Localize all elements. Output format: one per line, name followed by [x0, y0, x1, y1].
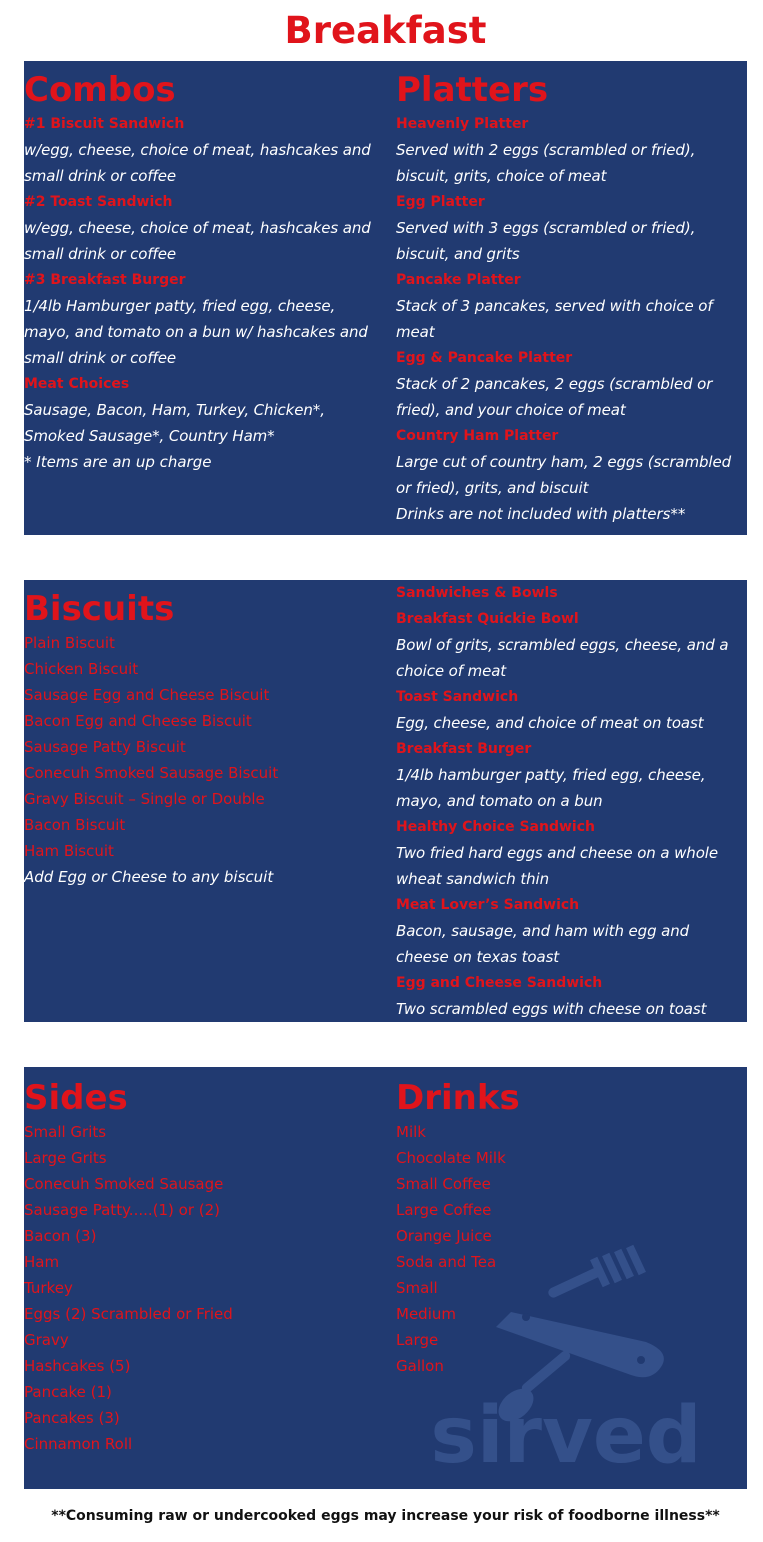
menu-item-title: Meat Choices [24, 376, 130, 392]
sandwiches-section [396, 580, 746, 1022]
menu-item-description: Served with 2 eggs (scrambled or fried), biscuit, grits, choice of meat [396, 141, 696, 185]
menu-item-description: Served with 3 eggs (scrambled or fried), biscuit, and grits [396, 219, 696, 263]
biscuit-addon-note: Add Egg or Cheese to any biscuit [24, 868, 274, 886]
menu-item-title: Healthy Choice Sandwich [396, 819, 595, 835]
platters-heading: Platters [396, 70, 549, 110]
drink-item: Chocolate Milk [396, 1149, 506, 1167]
menu-item-title: Breakfast Burger [396, 741, 532, 757]
menu-item-title: #2 Toast Sandwich [24, 194, 173, 210]
sides-drinks-panel [24, 1067, 747, 1489]
menu-item-title: Egg and Cheese Sandwich [396, 975, 603, 991]
platters-section [396, 61, 746, 527]
side-item: Pancake (1) [24, 1383, 112, 1401]
biscuits-section [24, 580, 384, 890]
drink-item: Large [396, 1331, 439, 1349]
menu-item-description: Bacon, sausage, and ham with egg and cheese on texas toast [396, 922, 690, 966]
drink-item: Gallon [396, 1357, 444, 1375]
combos-platters-panel [24, 61, 747, 535]
drinks-heading: Drinks [396, 1078, 520, 1118]
drink-item: Medium [396, 1305, 456, 1323]
menu-item-description: Two scrambled eggs with cheese on toast [396, 1000, 707, 1018]
combos-section [24, 61, 384, 475]
side-item: Sausage Patty.....(1) or (2) [24, 1201, 221, 1219]
biscuit-item: Plain Biscuit [24, 634, 115, 652]
menu-item-title: Breakfast Quickie Bowl [396, 611, 579, 627]
biscuit-item: Sausage Egg and Cheese Biscuit [24, 686, 270, 704]
menu-item-title: Pancake Platter [396, 272, 521, 288]
drink-item: Orange Juice [396, 1227, 492, 1245]
sandwiches-heading: Sandwiches & Bowls [396, 585, 558, 601]
side-item: Ham [24, 1253, 60, 1271]
biscuit-item: Gravy Biscuit – Single or Double [24, 790, 265, 808]
food-safety-disclaimer: **Consuming raw or undercooked eggs may increase your risk of foodborne illness** [51, 1508, 720, 1524]
menu-item-title: #3 Breakfast Burger [24, 272, 186, 288]
menu-item-title: Egg Platter [396, 194, 485, 210]
menu-item-description: w/egg, cheese, choice of meat, hashcakes and small drink or coffee [24, 219, 371, 263]
combos-heading: Combos [24, 70, 176, 110]
menu-item-description: w/egg, cheese, choice of meat, hashcakes and small drink or coffee [24, 141, 371, 185]
upcharge-note: * Items are an up charge [24, 453, 212, 471]
drink-item: Large Coffee [396, 1201, 492, 1219]
menu-item-description: Large cut of country ham, 2 eggs (scrambled or fried), grits, and biscuit [396, 453, 732, 497]
menu-item-description: Stack of 3 pancakes, served with choice of meat [396, 297, 713, 341]
drink-item: Small Coffee [396, 1175, 491, 1193]
menu-item-description: Stack of 2 pancakes, 2 eggs (scrambled or fried), and your choice of meat [396, 375, 713, 419]
drinks-section [396, 1067, 746, 1379]
menu-item-title: #1 Biscuit Sandwich [24, 116, 185, 132]
side-item: Conecuh Smoked Sausage [24, 1175, 224, 1193]
drink-item: Milk [396, 1123, 426, 1141]
sides-heading: Sides [24, 1078, 128, 1118]
menu-item-description: 1/4lb Hamburger patty, fried egg, cheese, mayo, and tomato on a bun w/ hashcakes and small drink or coffee [24, 297, 368, 367]
biscuit-item: Conecuh Smoked Sausage Biscuit [24, 764, 279, 782]
side-item: Turkey [24, 1279, 73, 1297]
menu-item-title: Egg & Pancake Platter [396, 350, 573, 366]
biscuits-sandwiches-panel [24, 580, 747, 1022]
drink-item: Soda and Tea [396, 1253, 497, 1271]
side-item: Bacon (3) [24, 1227, 97, 1245]
menu-item-description: Sausage, Bacon, Ham, Turkey, Chicken*, Smoked Sausage*, Country Ham* [24, 401, 325, 445]
menu-item-description: Two fried hard eggs and cheese on a whole wheat sandwich thin [396, 844, 718, 888]
menu-item-description: Egg, cheese, and choice of meat on toast [396, 714, 704, 732]
biscuit-item: Sausage Patty Biscuit [24, 738, 186, 756]
side-item: Large Grits [24, 1149, 107, 1167]
menu-item-description: Bowl of grits, scrambled eggs, cheese, and a choice of meat [396, 636, 729, 680]
menu-item-title: Country Ham Platter [396, 428, 559, 444]
biscuit-item: Bacon Egg and Cheese Biscuit [24, 712, 252, 730]
biscuit-item: Ham Biscuit [24, 842, 114, 860]
platters-drinks-note: Drinks are not included with platters** [396, 505, 686, 523]
biscuits-heading: Biscuits [24, 589, 175, 629]
biscuit-item: Chicken Biscuit [24, 660, 139, 678]
drink-item: Small [396, 1279, 438, 1297]
side-item: Eggs (2) Scrambled or Fried [24, 1305, 233, 1323]
menu-item-title: Toast Sandwich [396, 689, 519, 705]
menu-item-title: Heavenly Platter [396, 116, 529, 132]
biscuit-item: Bacon Biscuit [24, 816, 126, 834]
menu-item-description: 1/4lb hamburger patty, fried egg, cheese, mayo, and tomato on a bun [396, 766, 706, 810]
menu-item-title: Meat Lover’s Sandwich [396, 897, 580, 913]
page-title: Breakfast [284, 9, 487, 52]
side-item: Small Grits [24, 1123, 107, 1141]
side-item: Pancakes (3) [24, 1409, 120, 1427]
side-item: Cinnamon Roll [24, 1435, 133, 1453]
sides-section [24, 1067, 384, 1457]
watermark-text: sirved [430, 1391, 702, 1467]
side-item: Gravy [24, 1331, 69, 1349]
side-item: Hashcakes (5) [24, 1357, 131, 1375]
